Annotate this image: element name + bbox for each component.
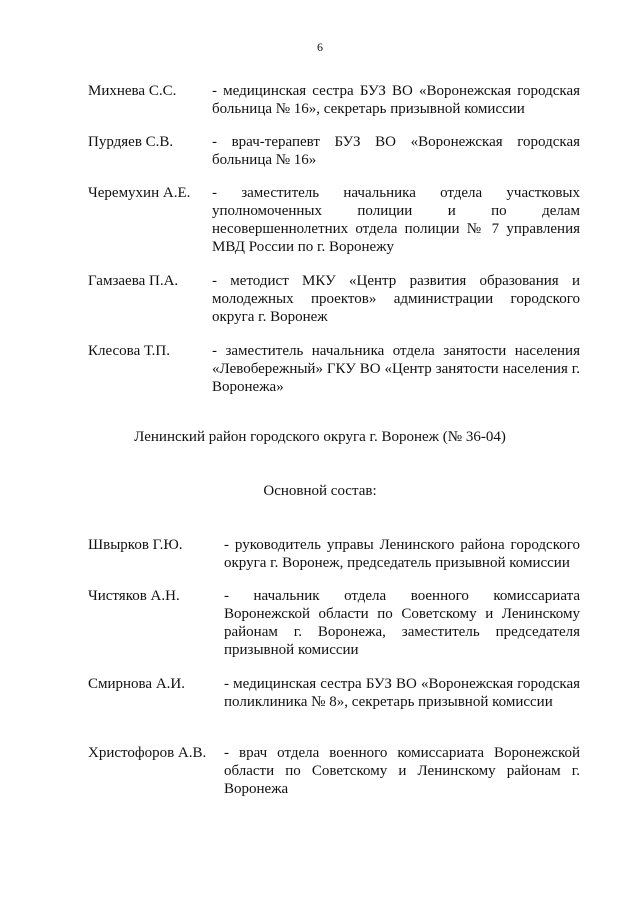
- member-role: - медицинская сестра БУЗ ВО «Воронежская городская поликлиника № 8», секретарь призывной комиссии: [224, 676, 580, 710]
- member-role: - врач-терапевт БУЗ ВО «Воронежская городская больница № 16»: [212, 134, 580, 168]
- member-name: Пурдяев С.В.: [88, 134, 174, 150]
- member-name: Христофоров А.В.: [88, 745, 207, 761]
- district-heading: Ленинский район городского округа г. Воронеж (№ 36-04): [134, 429, 506, 445]
- member-role: - руководитель управы Ленинского района городского округа г. Воронеж, председатель призывной комиссии: [224, 537, 580, 571]
- member-role: - врач отдела военного комиссариата Воронежской области по Советскому и Ленинскому районам г. Воронежа: [224, 745, 580, 797]
- member-name: Черемухин А.Е.: [88, 185, 191, 201]
- composition-heading: Основной состав:: [263, 483, 377, 499]
- member-name: Михнева С.С.: [88, 83, 177, 99]
- member-role: - медицинская сестра БУЗ ВО «Воронежская городская больница № 16», секретарь призывной комиссии: [212, 83, 580, 117]
- member-role: - методист МКУ «Центр развития образования и молодежных проектов» администрации городского округа г. Воронеж: [212, 273, 580, 325]
- member-role: - заместитель начальника отдела занятости населения «Левобережный» ГКУ ВО «Центр занятости населения г. Воронежа»: [212, 343, 580, 395]
- member-role: - начальник отдела военного комиссариата Воронежской области по Советскому и Ленинскому районам г. Воронежа, заместитель председателя призывной комиссии: [224, 588, 580, 658]
- page-number: 6: [317, 40, 323, 54]
- member-name: Швырков Г.Ю.: [88, 537, 183, 553]
- member-role: - заместитель начальника отдела участковых уполномоченных полиции и по делам несовершеннолетних отдела полиции № 7 управления МВД России по г. Воронежу: [212, 185, 580, 255]
- member-name: Смирнова А.И.: [88, 676, 186, 692]
- member-name: Клесова Т.П.: [88, 343, 170, 359]
- member-name: Гамзаева П.А.: [88, 273, 179, 289]
- member-name: Чистяков А.Н.: [88, 588, 180, 604]
